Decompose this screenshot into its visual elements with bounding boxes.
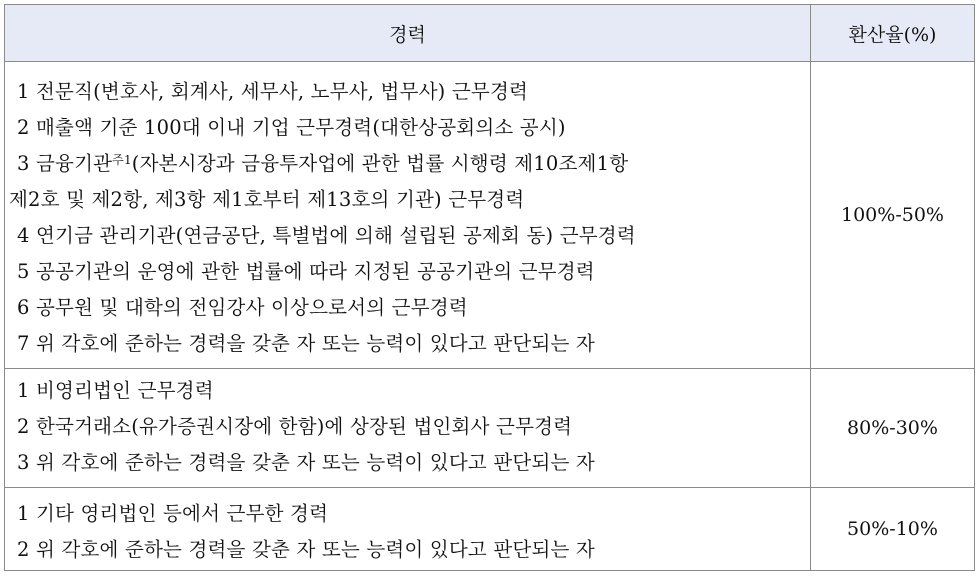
career-conversion-table xyxy=(4,4,975,571)
career-line-continued: 제2호 및 제2항, 제3항 제1호부터 제13호의 기관) 근무경력 xyxy=(9,188,525,211)
career-line: 1 전문직(변호사, 회계사, 세무사, 노무사, 법무사) 근무경력 xyxy=(17,80,529,103)
table-header-row xyxy=(5,5,975,62)
table-row xyxy=(5,369,975,488)
career-line xyxy=(5,146,810,182)
header-career: 경력 xyxy=(5,5,811,62)
career-line: 2 매출액 기준 100대 이내 기업 근무경력(대한상공회의소 공시) xyxy=(17,116,566,139)
career-line: 2 한국거래소(유가증권시장에 한함)에 상장된 법인회사 근무경력 xyxy=(17,415,573,438)
career-line: 1 기타 영리법인 등에서 근무한 경력 xyxy=(17,502,329,525)
career-line: 5 공공기관의 운영에 관한 법률에 따라 지정된 공공기관의 근무경력 xyxy=(17,260,595,283)
career-cell xyxy=(5,369,811,488)
career-line-rest: (자본시장과 금융투자업에 관한 법률 시행령 제10조제1항 xyxy=(131,152,629,175)
table-row xyxy=(5,62,975,369)
footnote-mark: 주1 xyxy=(112,153,132,167)
career-cell xyxy=(5,62,811,369)
table-row xyxy=(5,488,975,571)
career-cell xyxy=(5,488,811,571)
rate-cell: 100%-50% xyxy=(811,62,975,369)
rate-cell: 50%-10% xyxy=(811,488,975,571)
career-line: 3 위 각호에 준하는 경력을 갖춘 자 또는 능력이 있다고 판단되는 자 xyxy=(17,451,595,474)
career-line-start: 3 금융기관 xyxy=(17,152,113,175)
career-line: 4 연기금 관리기관(연금공단, 특별법에 의해 설립된 공제회 동) 근무경력 xyxy=(17,224,636,247)
career-line: 7 위 각호에 준하는 경력을 갖춘 자 또는 능력이 있다고 판단되는 자 xyxy=(17,332,595,355)
header-rate: 환산율(%) xyxy=(811,5,975,62)
career-line: 1 비영리법인 근무경력 xyxy=(17,379,214,402)
career-line: 2 위 각호에 준하는 경력을 갖춘 자 또는 능력이 있다고 판단되는 자 xyxy=(17,538,595,561)
career-line: 6 공무원 및 대학의 전임강사 이상으로서의 근무경력 xyxy=(17,296,468,319)
rate-cell: 80%-30% xyxy=(811,369,975,488)
